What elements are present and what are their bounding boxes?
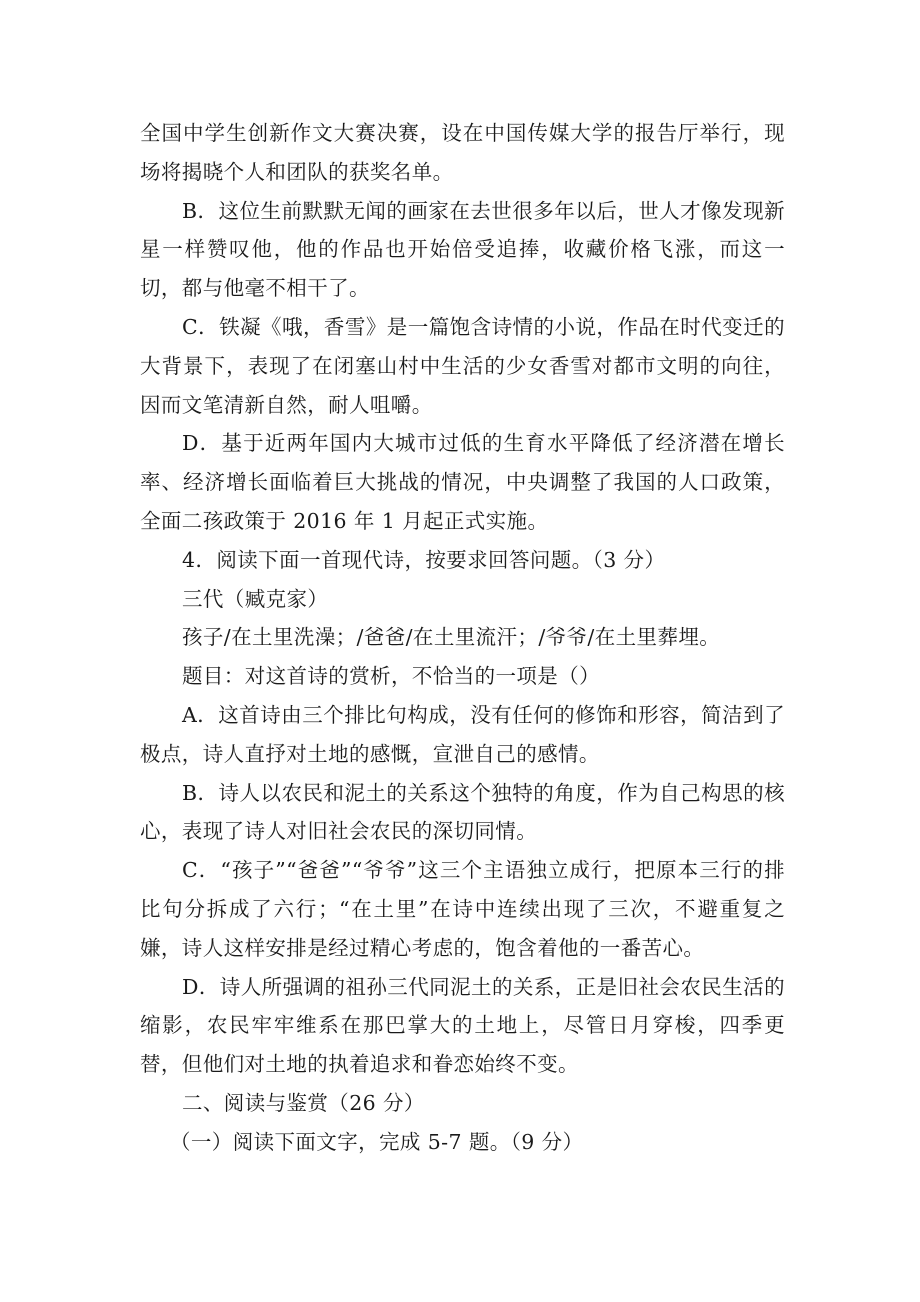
poem-text: 孩子/在土里洗澡；/爸爸/在土里流汗；/爷爷/在土里葬埋。 [182, 625, 721, 650]
section-2-heading: 二、阅读与鉴赏（26 分） [182, 1090, 425, 1115]
document-body [140, 114, 785, 1162]
paragraph-a-continued: 全国中学生创新作文大赛决赛，设在中国传媒大学的报告厅举行，现场将揭晓个人和团队的获奖名单。 [140, 121, 785, 184]
option-d-paragraph: D．基于近两年国内大城市过低的生育水平降低了经济潜在增长率、经济增长面临着巨大挑战的情况，中央调整了我国的人口政策，全面二孩政策于 2016 年 1 月起正式实施。 [140, 431, 785, 533]
option-b-paragraph: B．这位生前默默无闻的画家在去世很多年以后，世人才像发现新星一样赞叹他，他的作品也开始倍受追捧，收藏价格飞涨，而这一切，都与他毫不相干了。 [140, 198, 785, 301]
poem-title: 三代（臧克家） [182, 586, 329, 611]
subsection-1-heading: （一）阅读下面文字，完成 5-7 题。（9 分） [170, 1129, 584, 1154]
option-c-paragraph: C．铁凝《哦，香雪》是一篇饱含诗情的小说，作品在时代变迁的大背景下，表现了在闭塞山村中生活的少女香雪对都市文明的向往，因而文笔清新自然，耐人咀嚼。 [140, 314, 785, 417]
question-4-prompt: 题目：对这首诗的赏析，不恰当的一项是（） [182, 664, 600, 689]
question-4-option-a: A．这首诗由三个排比句构成，没有任何的修饰和形容，简洁到了极点，诗人直抒对土地的感慨，宣泄自己的感情。 [140, 702, 785, 766]
question-4-option-d: D．诗人所强调的祖孙三代同泥土的关系，正是旧社会农民生活的缩影，农民牢牢维系在那巴掌大的土地上，尽管日月穿梭，四季更替，但他们对土地的执着追求和眷恋始终不变。 [140, 974, 785, 1077]
question-4-option-c: C．“孩子”“爸爸”“爷爷”这三个主语独立成行，把原本三行的排比句分拆成了六行；“在土里”在诗中连续出现了三次，不避重复之嫌，诗人这样安排是经过精心考虑的，饱含着他的一番苦心。 [140, 858, 785, 960]
question-4-option-b: B．诗人以农民和泥土的关系这个独特的角度，作为自己构思的核心，表现了诗人对旧社会农民的深切同情。 [140, 780, 785, 844]
question-4-heading: 4．阅读下面一首现代诗，按要求回答问题。（3 分） [182, 547, 666, 572]
